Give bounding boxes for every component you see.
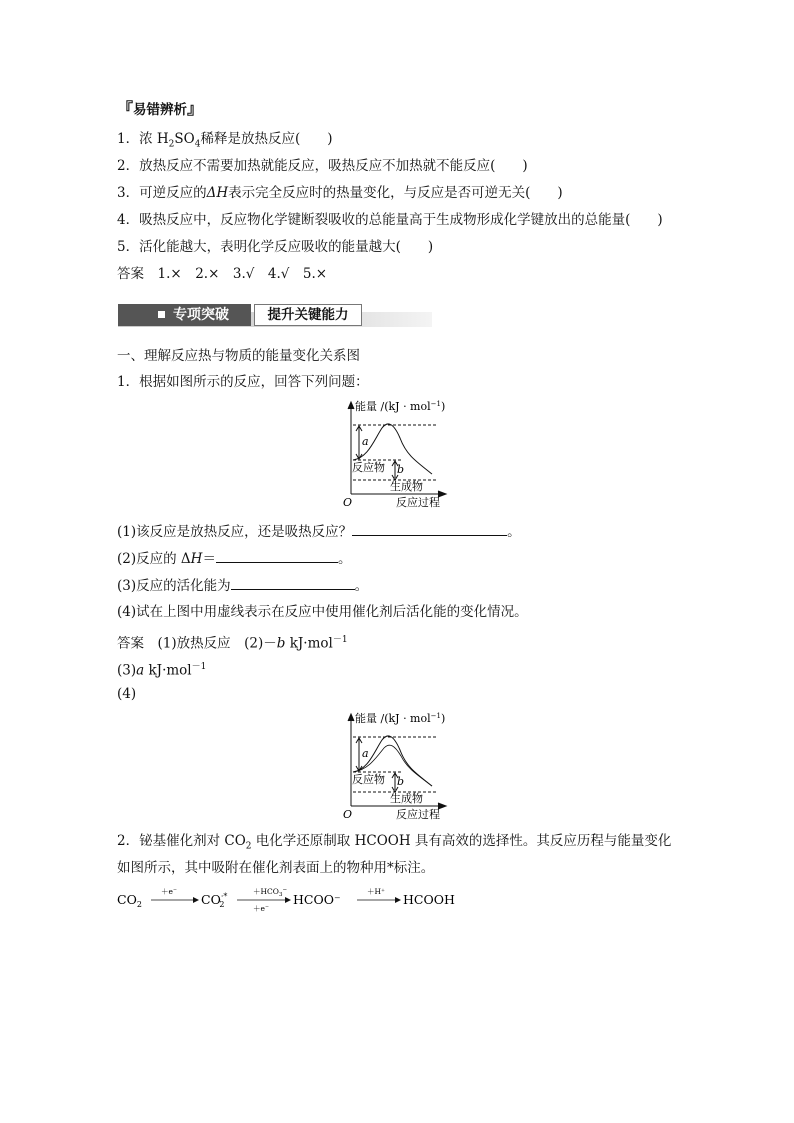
product-label: 生成物 [390, 480, 423, 493]
reaction-equation [115, 884, 475, 916]
section2-heading: 一、理解反应热与物质的能量变化关系图 [117, 348, 360, 364]
label-b: b [397, 463, 405, 476]
label-b-2: b [397, 775, 405, 788]
sub-question-3: (3)反应的活化能为 。 [117, 575, 368, 596]
sub-question-2: (2)反应的 ΔH＝ 。 [117, 548, 351, 569]
answer-4: (4) [117, 686, 137, 702]
question-2-line-2: 如图所示，其中吸附在催化剂表面上的物种用*标注。 [117, 860, 435, 876]
arrow2-top-label: $+HCO_3^-$ [253, 887, 288, 898]
arrow1-label: ＋e⁻ [161, 887, 177, 896]
sub-question-1: (1)该反应是放热反应，还是吸热反应？ 。 [117, 521, 521, 542]
question-1: 1．根据如图所示的反应，回答下列问题： [117, 374, 369, 390]
energy-diagram-2 [340, 710, 460, 822]
species-co2-ads: CO·* 2 [201, 892, 228, 909]
banner-right: 提升关键能力 [254, 304, 362, 326]
section-title: 易错辨析 [133, 102, 188, 118]
answer-1-2: 答案 (1)放热反应 (2)－b kJ·mol$^{-1}$ [117, 635, 348, 652]
question-2-line-1: 2．铋基催化剂对 $CO_2$ 电化学还原制取 HCOOH 具有高效的选择性。其反应历程与能量变化 [117, 833, 672, 852]
y-axis-label: 能量 /(kJ · mol$^{-1}$) [355, 400, 446, 413]
answer-3: (3)a kJ·mol$^{-1}$ [117, 662, 207, 679]
origin-label-2: O [343, 808, 353, 821]
item-2: 2．放热反应不需要加热就能反应，吸热反应不加热就不能反应( ) [117, 158, 528, 174]
item-4: 4．吸热反应中，反应物化学键断裂吸收的总能量高于生成物形成化学键放出的总能量( ) [117, 212, 663, 228]
y-axis-label-2: 能量 /(kJ · mol$^{-1}$) [355, 712, 446, 725]
x-axis-label: 反应过程 [396, 496, 440, 509]
section-heading [117, 99, 203, 120]
origin-label: O [343, 496, 353, 509]
reactant-label: 反应物 [352, 461, 385, 474]
section-banner [118, 303, 432, 327]
species-co2: $CO_2$ [117, 892, 142, 909]
product-label-2: 生成物 [390, 792, 423, 805]
banner-left: 专项突破 [118, 304, 251, 326]
sub-question-4: (4)试在上图中用虚线表示在反应中使用催化剂后活化能的变化情况。 [117, 604, 528, 620]
right-bracket-glyph: 』 [187, 99, 204, 118]
item-1: 1．浓 $H_2SO_4$稀释是放热反应( ) [117, 131, 333, 150]
answer-line: 答案 1.× 2.× 3.√ 4.√ 5.× [117, 266, 328, 282]
species-hcooh: HCOOH [403, 892, 455, 907]
species-hcoo: HCOO⁻ [293, 892, 341, 907]
label-a-2: a [362, 747, 369, 760]
square-icon [158, 311, 165, 318]
arrow3-label: ＋H⁺ [367, 887, 385, 896]
left-bracket-glyph: 『 [117, 99, 134, 118]
x-axis-label-2: 反应过程 [396, 808, 440, 821]
item-3: 3．可逆反应的ΔH表示完全反应时的热量变化，与反应是否可逆无关( ) [117, 185, 563, 201]
energy-diagram-1 [340, 398, 460, 510]
label-a: a [362, 435, 369, 448]
arrow2-bottom-label: ＋e⁻ [253, 904, 269, 913]
reactant-label-2: 反应物 [352, 773, 385, 786]
item-5: 5．活化能越大，表明化学反应吸收的能量越大( ) [117, 239, 434, 255]
